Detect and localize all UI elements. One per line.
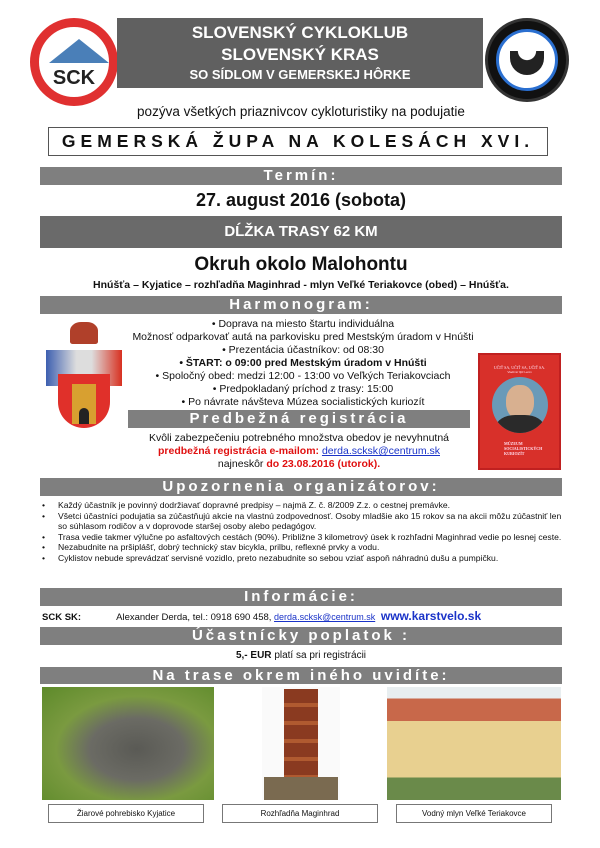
schedule-heading: Harmonogram: [40, 296, 562, 314]
registration-deadline-label: najneskôr [217, 458, 264, 470]
poster-text: UČIŤ SA, UČIŤ SA, UČIŤ SA. [493, 365, 546, 370]
schedule-item: • Doprava na miesto štartu individuálna [128, 318, 478, 331]
info-email-link[interactable]: derda.scksk@centrum.sk [274, 612, 376, 622]
info-heading: Informácie: [40, 588, 562, 606]
registration-heading: Predbežná registrácia [128, 410, 470, 428]
warnings-list [40, 500, 562, 563]
warning-item: • Cyklistov nebude sprevádzať servisné vozidlo, preto nezabudnite so sebou vziať aspoň náhradnú dušu a pumpičku. [40, 553, 562, 564]
warning-item: • Všetci účastníci podujatia sa zúčastňujú akcie na vlastnú zodpovednosť. Osoby mladšie ako 15 rokov sa na akcii môžu zúčastniť len so súhlasom rodičov a v doprovode staršej osoby alebo pedagógov. [40, 511, 562, 532]
club-seat: SO SÍDLOM V GEMERSKEJ HÔRKE [189, 67, 411, 82]
schedule-item: • Spoločný obed: medzi 12:00 - 13:00 vo Veľkých Teriakovciach [128, 370, 478, 383]
term-heading: Termín: [40, 167, 562, 185]
route-stops: Hnúšťa – Kyjatice – rozhľadňa Maginhrad - mlyn Veľké Teriakovce (obed) – Hnúšťa. [93, 279, 509, 291]
club-name: SLOVENSKÝ CYKLOKLUB [191, 23, 409, 42]
coat-of-arms-image [42, 322, 126, 428]
warning-item: • Trasa vedie takmer výlučne po asfaltových cestách (90%). Približne 3 kilometrový úsek k rozhľadni Maginhrad vedie po lesnej ceste. [40, 532, 562, 543]
route-length: DĹŽKA TRASY 62 KM [40, 216, 562, 248]
website-link[interactable]: www.karstvelo.sk [380, 609, 482, 623]
registration-required: predbežná registrácia e-mailom: [157, 445, 320, 457]
sight-caption: Rozhľadňa Maginhrad [222, 804, 378, 823]
registration-email-link[interactable]: derda.scksk@centrum.sk [321, 445, 440, 457]
schedule-item: • Prezentácia účastníkov: od 08:30 [128, 344, 478, 357]
warnings-heading: Upozornenia organizátorov: [40, 478, 562, 496]
sight-image-maginhrad [262, 687, 340, 800]
poster-museum: MÚZEUM SOCIALISTICKÝCH KURIOZÍT [504, 441, 543, 456]
schedule-item: • Predpokladaný príchod z trasy: 15:00 [128, 383, 478, 396]
info-contact: Alexander Derda, tel.: 0918 690 458, [116, 612, 272, 623]
warning-item: • Každý účastník je povinný dodržiavať dopravné predpisy – najmä Z. č. 8/2009 Z.z. o cestnej premávke. [40, 500, 562, 511]
warning-item: • Nezabudnite na pršiplášť, dobrý technický stav bicykla, prilbu, reflexné prvky a vodu. [40, 542, 562, 553]
schedule-item: • Po návrate návšteva Múzea socialistických kuriozít [128, 396, 478, 409]
mountain-icon [49, 39, 109, 63]
info-line [42, 609, 562, 625]
sck-logo [30, 18, 118, 106]
registration-deadline: do 23.08.2016 (utorok). [266, 458, 381, 470]
museum-poster-image [478, 353, 561, 470]
route-title: Okruh okolo Malohontu [194, 254, 408, 275]
poster-author: Vladimír Iljič Lenin [507, 370, 532, 374]
registration-line: Kvôli zabezpečeniu potrebného množstva obedov je nevyhnutná [148, 432, 450, 444]
club-subname: SLOVENSKÝ KRAS [221, 45, 379, 64]
schedule-item: Možnosť odparkovať autá na parkovisku pred Mestským úradom v Hnúšti [132, 331, 474, 343]
event-date: 27. august 2016 (sobota) [195, 190, 407, 210]
sight-image-mlyn [387, 687, 561, 800]
sight-image-kyjatice [42, 687, 214, 800]
slovensky-kras-logo [485, 18, 569, 102]
event-title: GEMERSKÁ ŽUPA NA KOLESÁCH XVI. [61, 131, 535, 151]
fee-amount: 5,- EUR [235, 650, 272, 661]
registration-text [128, 432, 470, 471]
fee-note: platí sa pri registrácii [274, 650, 367, 661]
sck-logo-text: SCK [52, 67, 96, 89]
sight-caption: Žiarové pohrebisko Kyjatice [48, 804, 204, 823]
schedule-item: • ŠTART: o 09:00 pred Mestským úradom v Hnúšti [128, 357, 478, 370]
info-label: SCK SK: [42, 612, 82, 623]
fee-heading: Účastnícky poplatok : [40, 627, 562, 645]
club-header [117, 18, 483, 88]
sights-heading: Na trase okrem iného uvidíte: [40, 667, 562, 684]
schedule-list [128, 318, 478, 409]
fee-line [40, 649, 562, 662]
invitation-text: pozýva všetkých priaznivcov cykloturistiky na podujatie [137, 104, 465, 119]
sight-caption: Vodný mlyn Veľké Teriakovce [396, 804, 552, 823]
event-title-box [48, 127, 548, 156]
